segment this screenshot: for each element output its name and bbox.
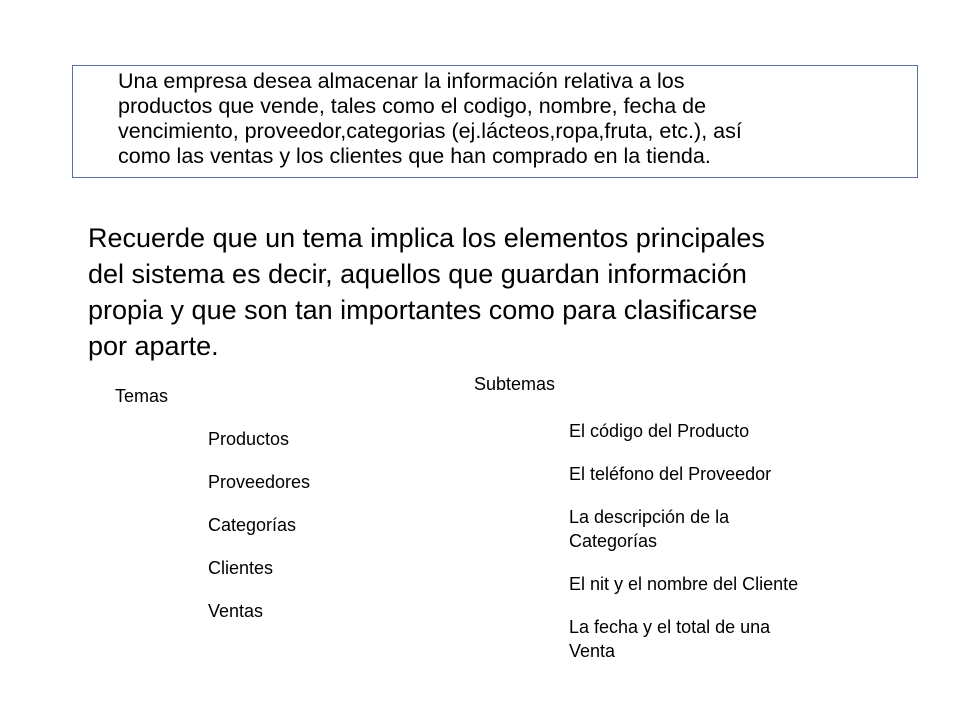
subtemas-list (569, 419, 909, 682)
temas-list (208, 427, 428, 642)
intro-line: productos que vende, tales como el codigo, nombre, fecha de (118, 94, 707, 118)
subtema-item: La descripción de la Categorías (569, 507, 730, 551)
tema-item: Clientes (208, 558, 274, 578)
tema-item: Productos (208, 429, 290, 449)
tema-item: Proveedores (208, 472, 311, 492)
subtema-item: La fecha y el total de una Venta (569, 617, 771, 661)
intro-line: Una empresa desea almacenar la información relativa a los (118, 69, 685, 93)
reminder-paragraph (88, 220, 908, 364)
reminder-line: propia y que son tan importantes como para clasificarse (88, 295, 758, 325)
reminder-line: Recuerde que un tema implica los elementos principales (88, 223, 765, 253)
tema-item: Categorías (208, 515, 297, 535)
tema-item: Ventas (208, 601, 264, 621)
subtema-item: El código del Producto (569, 421, 750, 441)
subtema-item: El teléfono del Proveedor (569, 464, 772, 484)
reminder-line: por aparte. (88, 331, 219, 361)
intro-box (72, 65, 918, 178)
temas-heading: Temas (115, 386, 169, 406)
intro-line: vencimiento, proveedor,categorias (ej.lácteos,ropa,fruta, etc.), así (118, 119, 742, 143)
intro-paragraph (118, 69, 898, 169)
intro-line: como las ventas y los clientes que han comprado en la tienda. (118, 144, 711, 168)
subtemas-heading: Subtemas (474, 374, 556, 394)
reminder-line: del sistema es decir, aquellos que guardan información (88, 259, 747, 289)
subtema-item: El nit y el nombre del Cliente (569, 574, 799, 594)
